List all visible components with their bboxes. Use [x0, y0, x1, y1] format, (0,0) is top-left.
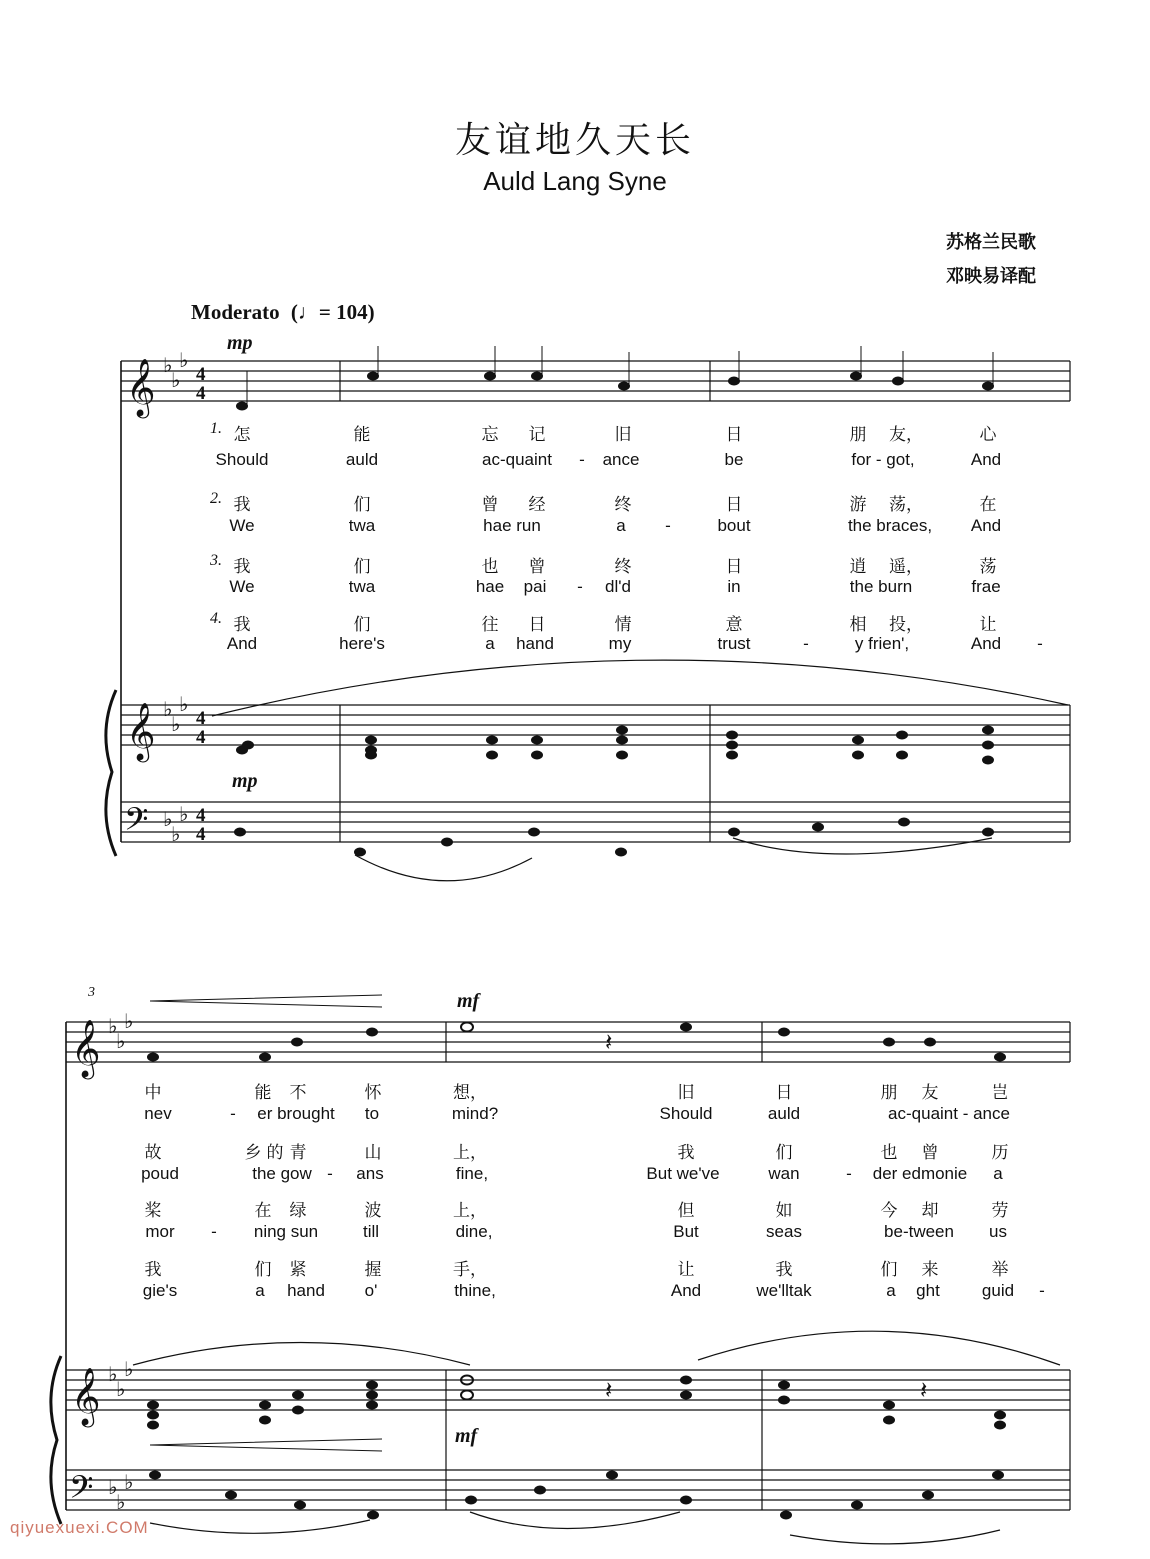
song-subtitle: Auld Lang Syne: [483, 166, 667, 196]
lyric-cn: 日: [528, 615, 546, 635]
verse-number: 2.: [210, 490, 222, 507]
lyric-cn: 举: [991, 1260, 1009, 1280]
lyric-en: guid: [981, 1281, 1015, 1300]
lyric-en: a: [485, 634, 495, 653]
lyric-cn: 情: [614, 615, 632, 635]
bass-clef-icon: 𝄢: [69, 1469, 94, 1513]
lyric-cn: 的: [266, 1143, 284, 1163]
svg-text:4: 4: [196, 805, 206, 826]
lyric-cn: 相: [849, 615, 867, 635]
lyric-en: mind?: [451, 1104, 499, 1123]
lyric-cn: 曾: [481, 495, 499, 515]
lyric-cn: 握: [364, 1260, 382, 1280]
lyric-cn: 想，: [453, 1083, 487, 1103]
lyric-cn: 逍: [849, 557, 867, 577]
piano-treble-staff-1: [121, 705, 1070, 745]
lyric-en: a: [255, 1281, 265, 1300]
site-watermark: qiyuexuexi.COM: [10, 1518, 149, 1537]
lyric-en: nev: [144, 1104, 172, 1123]
lyric-en: And: [970, 634, 1002, 653]
lyric-cn: 意: [725, 615, 743, 635]
lyric-cn: 日: [725, 557, 743, 577]
lyric-cn: 如: [775, 1201, 793, 1221]
treble-clef-icon: 𝄞: [71, 1367, 101, 1425]
lyric-en: -: [230, 1104, 236, 1123]
lyric-en: Should: [215, 450, 269, 469]
song-title: 友谊地久天长: [454, 120, 695, 161]
lyric-en: here's: [339, 634, 385, 653]
svg-text:♭: ♭: [171, 712, 181, 736]
lyric-en: in: [727, 577, 741, 596]
dynamic-mp-piano: mp: [232, 770, 258, 792]
lyric-en: auld: [345, 450, 379, 469]
lyric-cn: 历: [991, 1143, 1009, 1163]
lyric-cn: 我: [233, 495, 251, 515]
lyric-en: -: [327, 1164, 333, 1183]
lyric-cn: 桨: [144, 1201, 162, 1221]
lyric-cn: 们: [775, 1143, 793, 1163]
lyric-cn: 终: [614, 557, 632, 577]
lyric-en: fine,: [455, 1164, 489, 1183]
svg-text:♭: ♭: [163, 697, 173, 721]
treble-clef-icon: 𝄞: [126, 702, 156, 760]
lyric-cn: 今: [880, 1201, 898, 1221]
vocal-staff-2: [66, 1022, 1070, 1062]
treble-clef-icon: 𝄞: [126, 358, 156, 416]
lyric-en: -: [1037, 634, 1043, 653]
lyric-en: And: [226, 634, 258, 653]
lyric-en: er brought: [257, 1104, 335, 1123]
lyric-cn: 让: [979, 615, 997, 635]
lyric-en: ac-quaint: [482, 450, 552, 469]
lyric-en: And: [970, 516, 1002, 535]
lyric-en: a: [886, 1281, 896, 1300]
svg-text:𝄽: 𝄽: [605, 1028, 613, 1056]
svg-text:♭: ♭: [171, 822, 181, 846]
lyric-en: the burn: [849, 577, 913, 596]
lyric-cn: 故: [144, 1143, 162, 1163]
lyric-en: -: [803, 634, 809, 653]
lyric-cn: 我: [233, 615, 251, 635]
lyric-en: bout: [717, 516, 751, 535]
lyric-cn: 们: [353, 557, 371, 577]
lyric-en: the gow: [252, 1164, 312, 1183]
svg-text:♭: ♭: [163, 807, 173, 831]
dynamic-mf-vocal: mf: [457, 990, 480, 1012]
lyric-en: twa: [348, 516, 376, 535]
lyric-cn: 却: [921, 1201, 939, 1221]
lyric-cn: 我: [233, 557, 251, 577]
lyric-cn: 记: [528, 425, 546, 445]
dynamic-mf-piano: mf: [455, 1425, 478, 1447]
lyric-cn: 上，: [453, 1201, 487, 1221]
measure-number: 3: [88, 985, 95, 1000]
svg-text:𝄽: 𝄽: [920, 1376, 928, 1404]
lyric-en: be: [724, 450, 744, 469]
svg-text:4: 4: [196, 727, 206, 748]
lyric-en: -: [846, 1164, 852, 1183]
svg-text:𝄽: 𝄽: [605, 1376, 613, 1404]
lyric-en: dl'd: [605, 577, 631, 596]
lyric-en: But: [673, 1222, 699, 1241]
piano-bass-staff-1: [121, 802, 1070, 842]
lyric-cn: 手，: [453, 1260, 487, 1280]
lyric-en: hae: [475, 577, 505, 596]
lyric-en: -: [211, 1222, 217, 1241]
svg-text:♭: ♭: [116, 1490, 126, 1514]
lyric-cn: 们: [353, 615, 371, 635]
lyric-en: hand: [287, 1281, 325, 1300]
piano-bass-staff-2: [66, 1470, 1070, 1510]
lyric-cn: 岂: [991, 1083, 1009, 1103]
lyric-en: But we've: [646, 1164, 720, 1183]
lyric-en: ght: [916, 1281, 940, 1300]
lyric-en: hae run: [483, 516, 541, 535]
svg-text:♭: ♭: [124, 1009, 134, 1033]
lyric-cn: 朋: [880, 1083, 898, 1103]
lyric-cn: 心: [979, 425, 997, 445]
lyric-en: mor: [145, 1222, 175, 1241]
lyric-cn: 曾: [921, 1143, 939, 1163]
svg-text:4: 4: [196, 708, 206, 729]
lyric-cn: 我: [677, 1143, 695, 1163]
svg-text:♭: ♭: [124, 1470, 134, 1494]
treble-clef-icon: 𝄞: [71, 1019, 101, 1077]
lyric-en: auld: [767, 1104, 801, 1123]
lyric-en: gie's: [142, 1281, 178, 1300]
lyric-cn: 遥，: [889, 557, 923, 577]
lyric-en: frae: [971, 577, 1001, 596]
lyric-cn: 能: [254, 1083, 272, 1103]
lyric-cn: 我: [775, 1260, 793, 1280]
lyric-cn: 也: [880, 1143, 898, 1163]
lyric-en: We: [229, 577, 255, 596]
svg-text:4: 4: [196, 383, 206, 404]
lyric-cn: 们: [353, 495, 371, 515]
lyric-en: seas: [766, 1222, 802, 1241]
lyric-cn: 山: [364, 1143, 382, 1163]
lyric-en: We: [229, 516, 255, 535]
svg-text:♭: ♭: [171, 368, 181, 392]
lyric-en: wan: [768, 1164, 800, 1183]
tempo-term: Moderato: [191, 300, 280, 324]
lyric-cn: 友: [921, 1083, 939, 1103]
translator-credit: 邓映易译配: [946, 266, 1036, 287]
lyric-en: us: [989, 1222, 1007, 1241]
lyric-cn: 们: [254, 1260, 272, 1280]
lyric-cn: 日: [775, 1083, 793, 1103]
lyric-cn: 终: [614, 495, 632, 515]
key-signature-flats: [108, 348, 188, 1514]
lyric-en: a: [993, 1164, 1003, 1183]
lyric-en: And: [970, 450, 1002, 469]
lyric-cn: 绿: [289, 1201, 307, 1221]
lyric-cn: 怎: [233, 425, 251, 445]
verse-number: 1.: [210, 420, 222, 437]
lyric-cn: 往: [481, 615, 499, 635]
lyric-en: -: [579, 450, 585, 469]
lyric-cn: 中: [144, 1083, 162, 1103]
verse-number: 4.: [210, 610, 222, 627]
lyric-cn: 乡: [244, 1143, 262, 1163]
svg-text:♭: ♭: [179, 348, 189, 372]
lyric-cn: 友，: [889, 425, 923, 445]
lyric-cn: 投，: [889, 615, 923, 635]
svg-text:♭: ♭: [163, 353, 173, 377]
lyric-cn: 旧: [677, 1083, 695, 1103]
lyric-en: dine,: [455, 1222, 493, 1241]
lyric-cn: 让: [677, 1260, 695, 1280]
bass-clef-icon: 𝄢: [124, 801, 149, 845]
lyric-cn: 紧: [289, 1260, 307, 1280]
lyric-en: o': [364, 1281, 378, 1300]
lyric-en: a: [616, 516, 626, 535]
lyric-cn: 荡: [979, 557, 997, 577]
lyric-en: trust: [717, 634, 751, 653]
lyric-cn: 荡，: [889, 495, 923, 515]
svg-text:♭: ♭: [124, 1357, 134, 1381]
lyric-en: the braces,: [847, 516, 933, 535]
svg-text:♭: ♭: [108, 1475, 118, 1499]
lyric-en: pai: [523, 577, 547, 596]
lyric-cn: 但: [677, 1201, 695, 1221]
quarter-rest-icon: [605, 1028, 927, 1404]
lyric-cn: 上，: [453, 1143, 487, 1163]
lyric-en: der edmonie: [872, 1164, 968, 1183]
svg-text:♭: ♭: [108, 1362, 118, 1386]
svg-text:♭: ♭: [179, 692, 189, 716]
lyric-cn: 怀: [364, 1083, 382, 1103]
lyric-en: poud: [141, 1164, 179, 1183]
lyric-en: ance: [602, 450, 640, 469]
lyric-en: -: [665, 516, 671, 535]
lyric-cn: 忘: [481, 425, 499, 445]
svg-text:♭: ♭: [179, 802, 189, 826]
lyric-en: And: [670, 1281, 702, 1300]
lyric-cn: 来: [921, 1260, 939, 1280]
lyric-en: ning sun: [253, 1222, 319, 1241]
lyric-en: hand: [516, 634, 554, 653]
lyric-en: to: [364, 1104, 380, 1123]
svg-text:♭: ♭: [108, 1014, 118, 1038]
time-signature: [196, 364, 206, 845]
lyric-cn: 旧: [614, 425, 632, 445]
lyric-en: ac-quaint - ance: [888, 1104, 1010, 1123]
lyric-en: Should: [659, 1104, 713, 1123]
lyric-en: till: [362, 1222, 380, 1241]
lyric-en: for - got,: [851, 450, 915, 469]
lyric-en: -: [1039, 1281, 1045, 1300]
lyric-cn: 游: [849, 495, 867, 515]
lyric-cn: 劳: [991, 1201, 1009, 1221]
tempo-bpm: (♩= 104): [290, 300, 375, 324]
lyric-cn: 们: [880, 1260, 898, 1280]
lyric-cn: 青: [289, 1143, 307, 1163]
svg-text:4: 4: [196, 364, 206, 385]
lyric-en: -: [577, 577, 583, 596]
lyric-cn: 能: [353, 425, 371, 445]
lyric-en: ans: [356, 1164, 384, 1183]
lyric-en: twa: [348, 577, 376, 596]
lyric-cn: 日: [725, 495, 743, 515]
origin-credit: 苏格兰民歌: [946, 232, 1036, 253]
lyric-cn: 也: [481, 557, 499, 577]
lyric-cn: 在: [979, 495, 997, 515]
lyric-cn: 在: [254, 1201, 272, 1221]
lyric-cn: 我: [144, 1260, 162, 1280]
lyric-en: we'lltak: [756, 1281, 812, 1300]
svg-text:♭: ♭: [116, 1377, 126, 1401]
dynamic-mp-vocal: mp: [227, 332, 253, 354]
svg-text:4: 4: [196, 824, 206, 845]
lyric-cn: 波: [364, 1201, 382, 1221]
lyric-cn: 日: [725, 425, 743, 445]
lyric-cn: 不: [289, 1083, 307, 1103]
verse-number: 3.: [210, 552, 222, 569]
lyric-en: my: [608, 634, 632, 653]
lyric-cn: 经: [528, 495, 546, 515]
lyric-en: thine,: [454, 1281, 496, 1300]
lyric-en: be-tween: [884, 1222, 954, 1241]
lyric-cn: 朋: [849, 425, 867, 445]
lyric-en: y frien',: [854, 634, 910, 653]
svg-text:♭: ♭: [116, 1029, 126, 1053]
lyric-cn: 曾: [528, 557, 546, 577]
vocal-staff-1: [121, 361, 1070, 401]
